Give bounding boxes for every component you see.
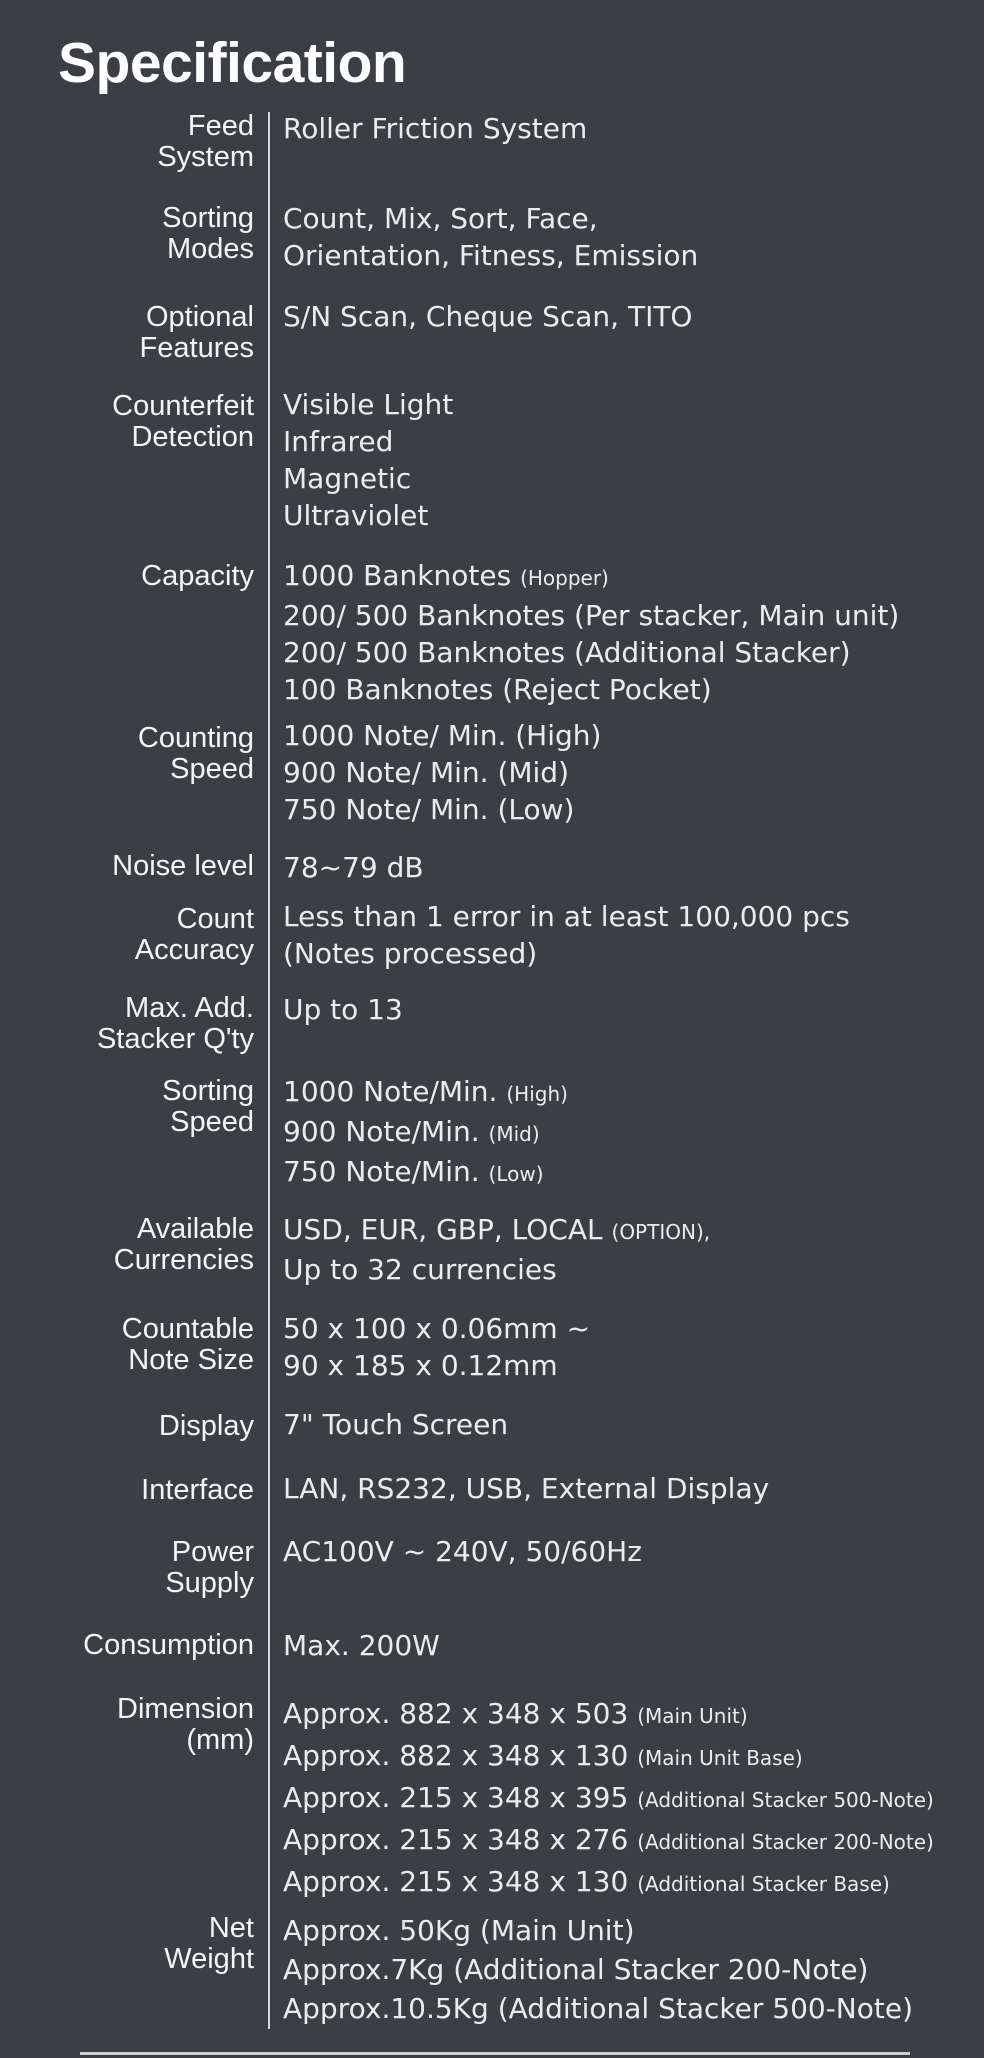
spec-label: Available Currencies: [113, 1213, 254, 1276]
spec-value-line: 1000 Note/Min. (High): [283, 1075, 568, 1108]
spec-value: [283, 898, 850, 972]
spec-label: Sorting Speed: [162, 1075, 254, 1138]
spec-value-line: Infrared: [283, 425, 394, 458]
spec-value: [283, 200, 698, 274]
spec-value-line: 750 Note/ Min. (Low): [283, 793, 575, 826]
spec-value-line: 900 Note/ Min. (Mid): [283, 756, 570, 789]
spec-value-line: 90 x 185 x 0.12mm: [283, 1349, 558, 1382]
column-divider: [268, 112, 270, 2029]
spec-value-line: Approx. 882 x 348 x 130 (Main Unit Base): [283, 1739, 803, 1772]
spec-value-line: Roller Friction System: [283, 112, 588, 145]
spec-value-line: LAN, RS232, USB, External Display: [283, 1472, 770, 1505]
spec-value: [283, 1694, 934, 1904]
page-title: Specification: [58, 31, 407, 95]
spec-value-note: (Main Unit): [637, 1704, 748, 1728]
spec-value-note: (Main Unit Base): [637, 1746, 803, 1770]
spec-value-line: Less than 1 error in at least 100,000 pcs: [283, 900, 850, 933]
spec-label: Counterfeit Detection: [112, 390, 254, 453]
spec-value-line: Approx. 215 x 348 x 130 (Additional Stacker Base): [283, 1865, 890, 1898]
spec-value-line: Orientation, Fitness, Emission: [283, 239, 699, 272]
spec-value-line: AC100V ~ 240V, 50/60Hz: [283, 1535, 642, 1568]
spec-value-line: 200/ 500 Banknotes (Additional Stacker): [283, 636, 851, 669]
spec-value-line: Approx. 215 x 348 x 276 (Additional Stacker 200-Note): [283, 1823, 934, 1856]
spec-value: [283, 110, 587, 147]
spec-value-line: Approx. 882 x 348 x 503 (Main Unit): [283, 1697, 748, 1730]
spec-value-line: 100 Banknotes (Reject Pocket): [283, 673, 712, 706]
spec-label: Sorting Modes: [162, 202, 254, 265]
spec-label: Power Supply: [165, 1536, 254, 1599]
spec-value-line: 50 x 100 x 0.06mm ~: [283, 1312, 591, 1345]
spec-value: [283, 298, 692, 335]
spec-value: [283, 1211, 710, 1288]
spec-value-line: 900 Note/Min. (Mid): [283, 1115, 540, 1148]
spec-value-line: 78~79 dB: [283, 851, 424, 884]
spec-value-line: Up to 32 currencies: [283, 1253, 557, 1286]
spec-value: [283, 1310, 590, 1384]
spec-label: Capacity: [141, 560, 254, 592]
spec-value-line: Count, Mix, Sort, Face,: [283, 202, 598, 235]
spec-value: [283, 1470, 769, 1507]
spec-label: Feed System: [157, 110, 254, 173]
spec-value-line: Approx.7Kg (Additional Stacker 200-Note): [283, 1953, 869, 1986]
spec-value: [283, 1627, 440, 1664]
spec-value: [283, 1911, 913, 2028]
spec-label: Counting Speed: [137, 722, 254, 785]
spec-value-line: S/N Scan, Cheque Scan, TITO: [283, 300, 693, 333]
spec-value-line: Approx.10.5Kg (Additional Stacker 500-Note): [283, 1992, 914, 2025]
spec-label: Optional Features: [139, 301, 254, 364]
spec-value-note: (Low): [488, 1162, 544, 1186]
spec-value-note: (Additional Stacker 200-Note): [637, 1830, 934, 1854]
spec-label: Consumption: [83, 1629, 254, 1661]
spec-value: [283, 386, 453, 534]
spec-value-line: Up to 13: [283, 993, 403, 1026]
spec-value-line: Visible Light: [283, 388, 454, 421]
spec-label: Interface: [141, 1474, 254, 1506]
spec-value-line: Approx. 50Kg (Main Unit): [283, 1914, 635, 1947]
spec-value-line: 750 Note/Min. (Low): [283, 1155, 544, 1188]
spec-value-line: Magnetic: [283, 462, 412, 495]
spec-value-line: 200/ 500 Banknotes (Per stacker, Main unit): [283, 599, 900, 632]
spec-value: [283, 1406, 508, 1443]
spec-value-line: Ultraviolet: [283, 499, 429, 532]
spec-label: Countable Note Size: [121, 1313, 254, 1376]
spec-value-note: (OPTION),: [611, 1220, 711, 1244]
spec-value-line: 1000 Banknotes (Hopper): [283, 559, 609, 592]
bottom-divider: [80, 2052, 910, 2055]
spec-value: [283, 717, 601, 828]
spec-value-note: (Additional Stacker 500-Note): [637, 1788, 934, 1812]
spec-value-note: (Mid): [488, 1122, 540, 1146]
spec-value-note: (Hopper): [520, 566, 609, 590]
spec-value-note: (Additional Stacker Base): [637, 1872, 890, 1896]
spec-value: [283, 557, 899, 708]
spec-value-line: 7" Touch Screen: [283, 1408, 509, 1441]
spec-value-line: USD, EUR, GBP, LOCAL (OPTION),: [283, 1213, 711, 1246]
spec-value-line: (Notes processed): [283, 937, 538, 970]
spec-value-note: (High): [506, 1082, 568, 1106]
spec-label: Max. Add. Stacker Q'ty: [96, 992, 254, 1055]
spec-value-line: Approx. 215 x 348 x 395 (Additional Stacker 500-Note): [283, 1781, 934, 1814]
spec-label: Net Weight: [164, 1912, 254, 1975]
spec-label: Display: [158, 1410, 254, 1442]
spec-value: [283, 1533, 642, 1570]
spec-value-line: Max. 200W: [283, 1629, 440, 1662]
spec-value: [283, 991, 403, 1028]
spec-value: [283, 1073, 568, 1193]
spec-label: Noise level: [112, 850, 254, 882]
spec-value-line: 1000 Note/ Min. (High): [283, 719, 602, 752]
spec-label: Count Accuracy: [134, 903, 254, 966]
spec-value: [283, 849, 424, 886]
spec-label: Dimension (mm): [117, 1693, 254, 1756]
